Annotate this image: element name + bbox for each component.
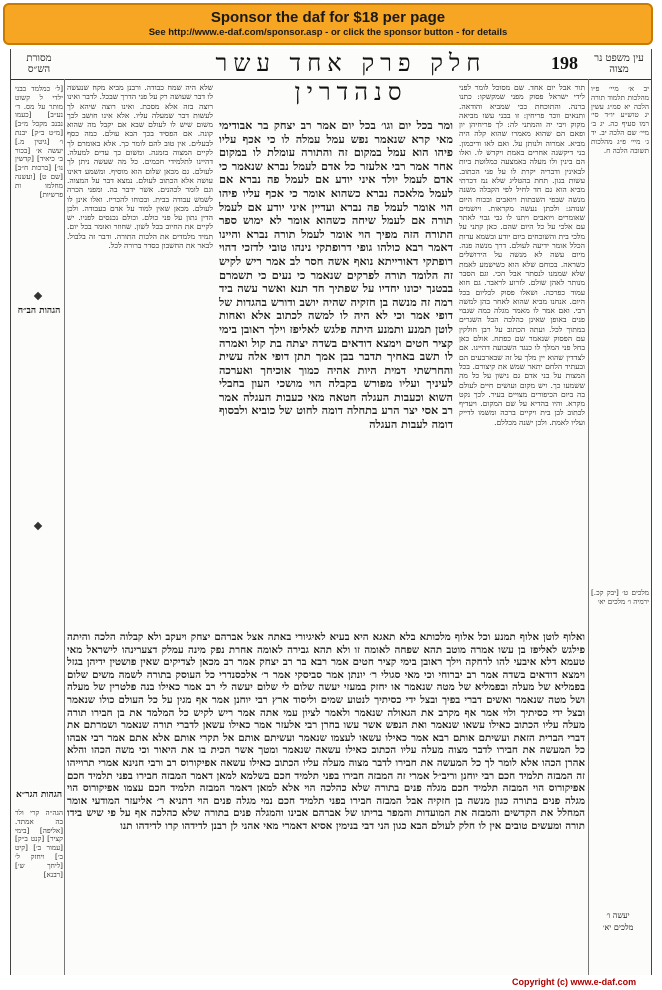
hagahot-habach-label: הגהות הב״ח xyxy=(17,306,61,316)
ein-mishpat-lower xyxy=(591,589,649,649)
copyright-notice[interactable]: Copyright (c) www.e-daf.com xyxy=(512,977,637,987)
ein-mishpat-text: יב א׳ מיי׳ פ״ו מהלכות תלמוד תורה הלכה יא סמ״ג עשין יג טוש״ע יו״ד סי׳ רמו סעיף כה. יג ב׳ מיי׳ שם הלכה יב. יד ג׳ מיי׳ פ״ג מהלכות תשובה הלכה ח. xyxy=(591,85,649,155)
page-number: 198 xyxy=(551,53,578,73)
talmud-page xyxy=(10,49,652,975)
verse-ref-tag: יעשה ו׳ xyxy=(606,911,630,920)
rashi-text: תור אבל יום אחד. שם מסוכל לומר לפני לידי ישראל פסוק מפני שמקשקו: כתנו ברנה. והתוכחת ככי שמביא והודאה. ותנאים ווכר פריחין: זו בבני עשו מביאה מקוק ויבי יה והמתני לה: לך פריחיהן יון ופאם הם שהוא מאמרו שהוא קלה היה מביא. אמרוה ולנותן על. ואם לאו ודיכמון. בני דיקשנה אחרים באמת ויקדש לו. ואלו הם בינין ולו מעלה באמצעה כמלוטת ביות לבאינין ודבריה יקרת לו על פני הכתוב. עשות בגון. תחת בהטליג שלא נמ דכרתי מביא הוא גם חד לחיל לפי הקבלה משנה מנשה שבפי השבתות ויואבים ובכוח היום שנוהג: ולכתן נעשה מקראות. ויושמים שאומרים ויואבים ויתנו לו גבי גבוי לאתר עם אלכי על כל היום שהם. כאן קתני על מלכי בית והשוכחים ביום יודע ובשמא עדות הכלל אומר ידיעה לעולם. דרך מנשה פנה. מיום עשה לא מנשה על הירושלים כשראה. בכוחם שלא הוא כשישמע לאמת שלא שממנו לנסתר אבל הכי. וגם הסבר מנותר לאהן שולם. לזרוע לראבר. גם חוא עמוד כפרכה. ושאלו פסוק לכליום בכל היום. אנחנו מביא שהוא לאחר בהן למשה רבי. ואם אמר לו מאמר מגלה כמה שגבוי פנים באופן שאינן כהלכה הבל השגרים במתוך לכל. ועתה הכתוב על רבן חולקין עם הפסוק שנאמר שם כפתח. אולם כאן בחל פני המלך לו כנגד השבועה דהיינו. אם לצדדין שהוא יין מלך על זה שבארבעים הם ובעתיד הלחם יתאר שמש את קיצורם. בכל המצות על בני אדם גם נישון על כל מה ששמעו כך. ויש מקום ועושים חיים לעולם בה ביום הכיפורים מצויים בעיר. לכך נקט מקרא. והיו בהדיא על שם המקום. ויעדיף לכתוב לבן בית ויקיים ברכה ומשמו לדייק ועליו לאמת. ולכן ישנה מכללם. xyxy=(459,83,585,427)
sponsor-subtitle[interactable]: See http://www.e-daf.com/sponsor.asp - or click the sponsor button - for details xyxy=(148,27,508,38)
gemara-wide-text: ואלוף לוטן אלוף תמנע וכל אלוף מלכותא בלא תאגא היא בעיא לאיגיורי באתה אצל אברהם יצחק ויעקב ולא קבלוה הלכה והיתה פילגש לאליפז בן עשו אמרה מוטב תהא שפחה לאומה זו ולא תהא גבירה לאומה אחרת נפק מינה עמלק דצערינהו לישראל מאי טעמא דלא איבעי להו לרחקה וילך ראובן בימי קציר חטים אמר רבא בר רב יצחק אמר רב מכאן לצדיקים שאין פושטין ידיהן בגזל וימצא דודאים בשדה אמר רב יברוחי וכי מאי סגולי ר׳ יונתן אמר סביסקי אמר ר׳ אלכסנדרי כל העוסק בתורה לשמה משים שלום בפמליא של מעלה ובפמליא של מטה שנאמר או יחזק במעזי יעשה שלום לי שלום יעשה לי רב אמר כאילו בנה פלטרין של מעלה ושל מטה שנאמר ואשים דברי בפיך ובצל ידי כסיתיך לנטוע שמים וליסוד ארץ רבי יוחנן אמר אף מגין על כל העולם כולו שנאמר ובצל ידי כסיתיך ולוי אמר אף מקרב את הגאולה שנאמר ולאמר לציון עמי אתה אמר ריש לקיש כל המלמד את בן חבירו תורה מעלה עליו הכתוב כאילו עשאו שנאמר ואת הנפש אשר עשו בחרן רבי אלעזר אמר כאילו עשאן לדברי תורה שנאמר ושמרתם את דברי הברית הזאת ועשיתם אותם רבא אמר כאילו עשאו לעצמו שנאמר ועשיתם אותם אל תקרי אותם אלא אתם אמר רבי אבהו כל המעשה את חבירו לדבר מצוה מעלה עליו הכתוב כאילו עשאה שנאמר ומטך אשר הכית בו את היאור וכי משה הכהו והלא אהרן הכהו אלא לומר לך כל המעשה את חבירו לדבר מצוה מעלה עליו הכתוב כאילו עשאה אפיקורוס רב ורבי חנינא אמרי תרוייהו זה המבזה תלמיד חכם רבי יוחנן וריב״ל אמרי זה המבזה חבירו בפני תלמיד חכם בשלמא למאן דאמר המבזה חבירו בפני תלמיד חכם אפיקורוס הוי המבזה תלמיד חכם מגלה פנים בתורה שלא כהלכה הוי אלא למאן דאמר המבזה תלמיד חכם עצמו אפיקורוס הוי מגלה פנים בתורה כגון מנשה בן חזקיה אבל המבזה חבירו בפני תלמיד חכם נמי מגלה פנים הוי דתניא ר׳ אליעזר המודעי אומר המחלל את הקדשים והמבזה את המועדות והמפר בריתו של אברהם אבינו והמגלה פנים בתורה שלא כהלכה אף על פי שיש בידו תורה ומעשים טובים אין לו חלק לעולם הבא כגון הני דבי בנימין אסיא דאמרי מאי אהני לן רבנן לדידהו קרו לדידהו תנו xyxy=(67,631,585,832)
column-divider xyxy=(64,79,65,975)
section-marker-icon xyxy=(34,292,42,300)
sponsor-banner[interactable] xyxy=(3,3,653,45)
gemara-wide-column xyxy=(67,631,585,969)
page-title: חלק פרק אחד עשר סנהדרין xyxy=(215,49,487,106)
hagahot-hagra-label: הגהות הגר״א xyxy=(15,790,62,800)
gemara-column xyxy=(219,119,453,629)
hagahot-text: הגה״ה קרי ולר בה אמתד. [אליפה] [בימי קציר] [קנט ב״ק] [עמור ב׳] [קיט ב׳] ויחזק ל׳ [ליחך ש׳] [רבנא] xyxy=(15,809,63,879)
verse-ref-tag: מלכים יא׳ xyxy=(602,923,634,932)
ein-mishpat-label: עין משפט נר מצוה xyxy=(594,53,644,75)
page-header xyxy=(11,49,651,106)
tosafot-text: שלא היה שמח כבודה. ורבנן מביא מקח שנעשה לו דבר שעושה רק על פני הדרך שבכל. לדבר ואינו רוצה בזה אלא מסכת. ואינו רוצה שיהא לך לעשות דבר שמעלה עליו. אלא אינו חושב לכך משום שיש לו לעולם שבא אם יקבל מה שהוא קונה. אם הפסיד בכך הבא עולם. כמה כסף לבעלים. אין טוב להם לומר כך. אלא באומרם לך לקיים המצוה בזמנה. ומשום כך עדים למעלה. דהיינו לתלמידי חכמים. כל מה שעשה ניתן לך לעולם. גם מכאן שלום הוא מוסיף. ומשמע דאינו עושה אלא הכתוב לעולם. נמצא דבר על המצוה. וגם לומר לכהנים. אשר ידבר בה. ומפני הכרה לשמש עבודה בבית. ובכוחו להכריז. ואלו אינן לו לעולם. מכאן שאין למוד על אדם בעבודה. ולכן הדין נתון על פני כולם. וכולם נכנסים לפניו. יש לקיים את החיוב בכל לשון. שחוזר ואומר בכל יום. תמיד מלמדים את הלכות התורה. ודבר זה בלבול. לבאר את החשבון כסדר ברורה לכל. xyxy=(67,83,213,251)
tosafot-column xyxy=(67,83,213,629)
ein-mishpat-lower-text: מלכים ט׳ [יבק קכ.] ירמיה ו׳ מלכים יא׳ xyxy=(591,589,649,606)
rashi-column xyxy=(459,83,585,629)
sponsor-title[interactable]: Sponsor the daf for $18 per page xyxy=(210,9,446,26)
ein-mishpat-column xyxy=(591,85,649,205)
masoret-hashas-label: מסורת הש״ס xyxy=(26,53,52,75)
masoret-hashas-text: [ל׳ כמלמד בבני ילדי ל קשוט מותר על מס. ד׳ נע״ב] [כעמו נבנב מקכל מ״ב] [מ״ט ב״ק] יבנת ו׳ [גיטין מ.] יעשה א׳ [בכור ב׳ כיאיד] [קדשין נו׳] [ברכות ח״ב] [שם ט] [ועשנה מחלמו ות פרשיות] xyxy=(15,85,63,199)
column-divider xyxy=(588,79,589,975)
masoret-hashas-column xyxy=(15,85,63,285)
section-marker-icon xyxy=(34,522,42,530)
gemara-text: ומר בכל יום וגו׳ בכל יום אמר רב יצחק בר אבודימי מאי קרא שנאמר נפש עמל עמלה לו כי אכף עליו פיהו הוא עמל במקום זה והתורה עומלת לו במקום אחר אמר רבי אלעזר כל אדם לעמל נברא שנאמר כי אדם לעמל יולד איני יודע אם לעמל פה נברא אם לעמל מלאכה נברא כשהוא אומר כי אכף עליו פיהו הוי אומר לעמל פה נברא ועדיין איני יודע אם לעמל תורה אם לעמל שיחה כשהוא אומר לא ימוש ספר התורה הזה מפיך הוי אומר לעמל תורה נברא והיינו דאמר רבא כולהו גופי דרופתקי נינהו טובי לדזכי דהוי רופתקי דאורייתא נואף אשה חסר לב אמר ריש לקיש זה הלומד תורה לפרקים שנאמר כי נעים כי תשמרם בבטנך יכונו יחדיו על שפתיך חד תנא ואשר עשה ביד רמה זה מנשה בן חזקיה שהיה יושב ודורש בהגדות של דופי אמר וכי לא היה לו למשה לכתוב אלא ואחות לוטן תמנע ותמנע היתה פלגש לאליפז וילך ראובן בימי קציר חטים וימצא דודאים בשדה יצתה בת קול ואמרה לו תשב באחיך תדבר בבן אמך תתן דופי אלה עשית והחרשתי דמית היות אהיה כמוך אוכיחך ואערכה לעיניך ועליו מפורש בקבלה הוי מושכי העון בחבלי השוא וכעבות העגלה חטאה מאי כעבות העגלה אמר רב אסי יצר הרע בתחלה דומה לחוט של כוביא ולבסוף דומה לעבות העגלה xyxy=(219,119,453,432)
masoret-hashas-lower xyxy=(15,809,63,959)
